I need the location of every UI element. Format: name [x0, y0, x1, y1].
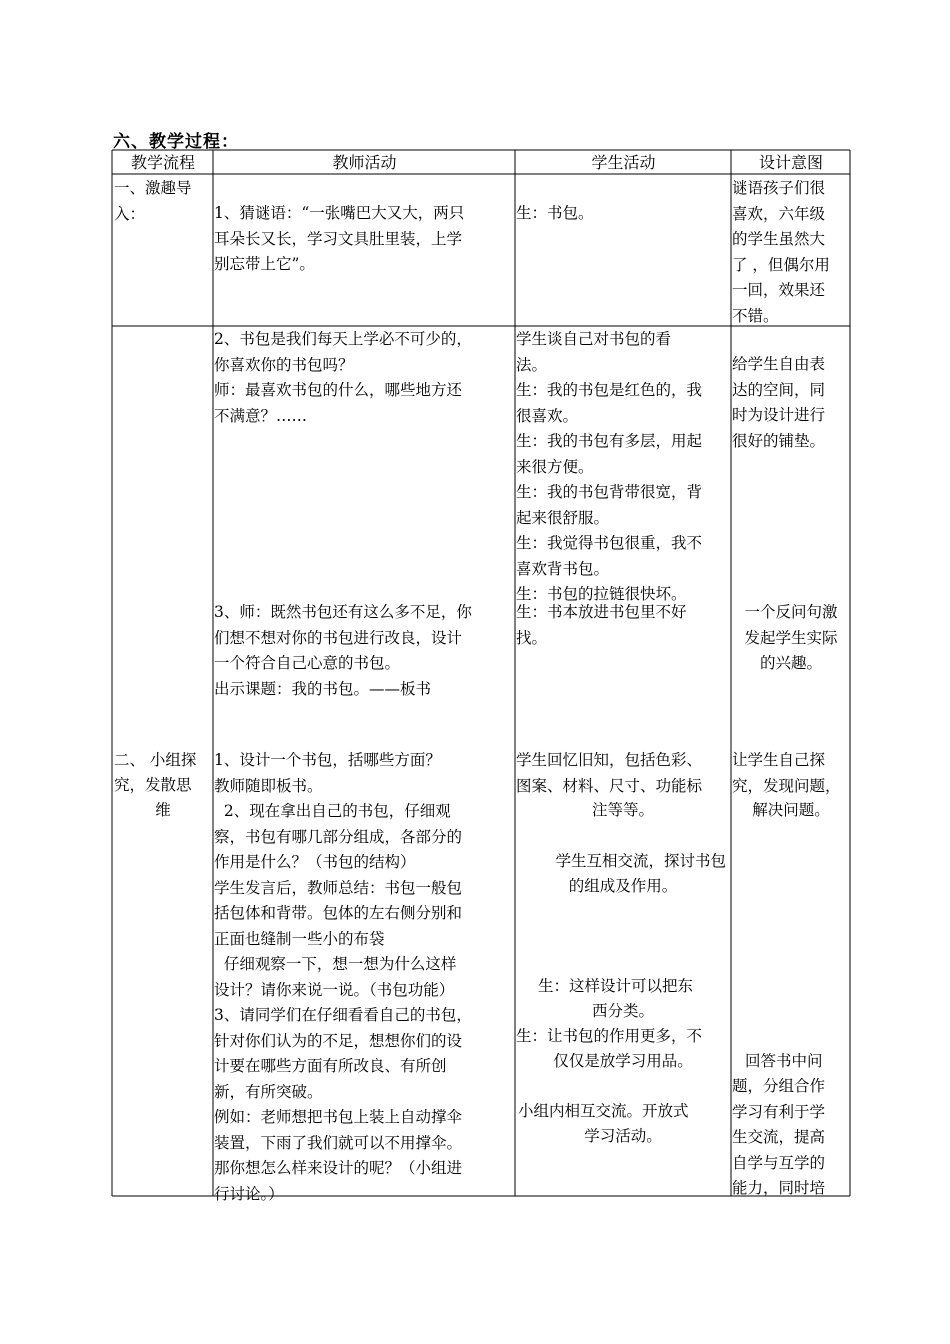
row3-design-intent-1a: 让学生自己探 究，发现问题，: [732, 751, 841, 795]
row3-design-intent-2b: 题，分组合作 学习有利于学 生交流，提高 自学与互学的 能力，同时培: [732, 1077, 826, 1197]
row3-student-activity-2a: 学生互相交流，探讨书包: [555, 852, 726, 870]
row3-stage-line2: 究，发散思: [114, 776, 192, 794]
row3-student-activity-2b: 的组成及作用。: [568, 877, 678, 895]
section-heading: 六、教学过程：: [113, 132, 239, 152]
row1-teacher-activity: 1、猜谜语：“一张嘴巴大又大，两只 耳朵长又长，学习文具肚里装，上学 别忘带上它”。: [214, 204, 465, 273]
row3-design-intent-1b: 解决问题。: [752, 801, 830, 819]
row3-stage-line3: 维: [155, 801, 171, 819]
column-header-teacher: 教师活动: [332, 153, 397, 172]
row3-student-activity-4b: 仅仅是放学习用品。: [553, 1052, 693, 1070]
row3-teacher-activity: 1、设计一个书包，括哪些方面？ 教师随即板书。 2、现在拿出自己的书包，仔细观 察，书包有哪几部分组成，各部分的 作用是什么？（书包的结构） 学生发言后，教师总结：书包一般包 括包体和背带。包体的左右侧分别和 正面也缝制一些小的布袋 仔细观察一下，想一想为什么这样 设计？请你来说一说。（书包功能） 3、请同学们在仔细看看自己的书包， 针对你们认为的不足，想想你们的设 计要在哪些方面有所改良、有所创 新，有所突破。 例如：老师想把书包上装上自动撑伞 装置，下雨了我们就可以不用撑伞。 那你想怎么样来设计的呢？（小组进 行讨论。）: [214, 751, 472, 1203]
row3-design-intent-2a: 回答书中问: [745, 1052, 823, 1070]
row1-student-activity: 生：书包。: [516, 204, 594, 222]
row3-student-activity-1b: 注等等。: [591, 801, 654, 819]
row2-student-activity-a: 学生谈自己对书包的看 法。 生：我的书包是红色的，我 很喜欢。 生：我的书包有多层，用起 来很方便。 生：我的书包背带很宽，背 起来很舒服。 生：我觉得书包很重，我不 喜欢背书包。 生：书包的拉链很快坏。: [516, 330, 703, 603]
row1-design-intent: 谜语孩子们很 喜欢，六年级 的学生虽然大 了 ，但偶尔用 一回，效果还 不错。: [732, 179, 830, 325]
row2-student-activity-b: 生：书本放进书包里不好 找。: [516, 603, 687, 647]
row2-teacher-activity-a: 2、书包是我们每天上学必不可少的， 你喜欢你的书包吗？ 师：最喜欢书包的什么，哪些地方还 不满意？……: [214, 330, 472, 425]
column-header-flow: 教学流程: [130, 153, 195, 172]
row1-stage: 一、激趣导 入：: [114, 179, 192, 223]
row3-student-activity-5a: 小组内相互交流。开放式: [518, 1102, 689, 1120]
row3-student-activity-5b: 学习活动。: [584, 1127, 662, 1145]
row2-teacher-activity-b: 3、师：既然书包还有这么多不足，你 们想不想对你的书包进行改良，设计 一个符合自己心意的书包。 出示课题：我的书包。——板书: [214, 603, 472, 698]
row3-student-activity-1a: 学生回忆旧知，包括色彩、 图案、材料、尺寸、功能标: [516, 751, 703, 795]
column-header-student: 学生活动: [591, 153, 656, 172]
row2-design-intent-a: 给学生自由表 达的空间，同 时为设计进行 很好的铺垫。: [732, 355, 826, 450]
row2-design-intent-b: 一个反问句激 发起学生实际 的兴趣。: [744, 603, 838, 672]
row3-student-activity-3b: 西分类。: [591, 1002, 654, 1020]
column-header-intent: 设计意图: [758, 153, 823, 172]
row3-student-activity-4a: 生：让书包的作用更多，不: [516, 1027, 703, 1045]
row3-stage-line1: 二、 小组探: [114, 751, 197, 769]
row3-student-activity-3a: 生：这样设计可以把东: [538, 977, 694, 995]
